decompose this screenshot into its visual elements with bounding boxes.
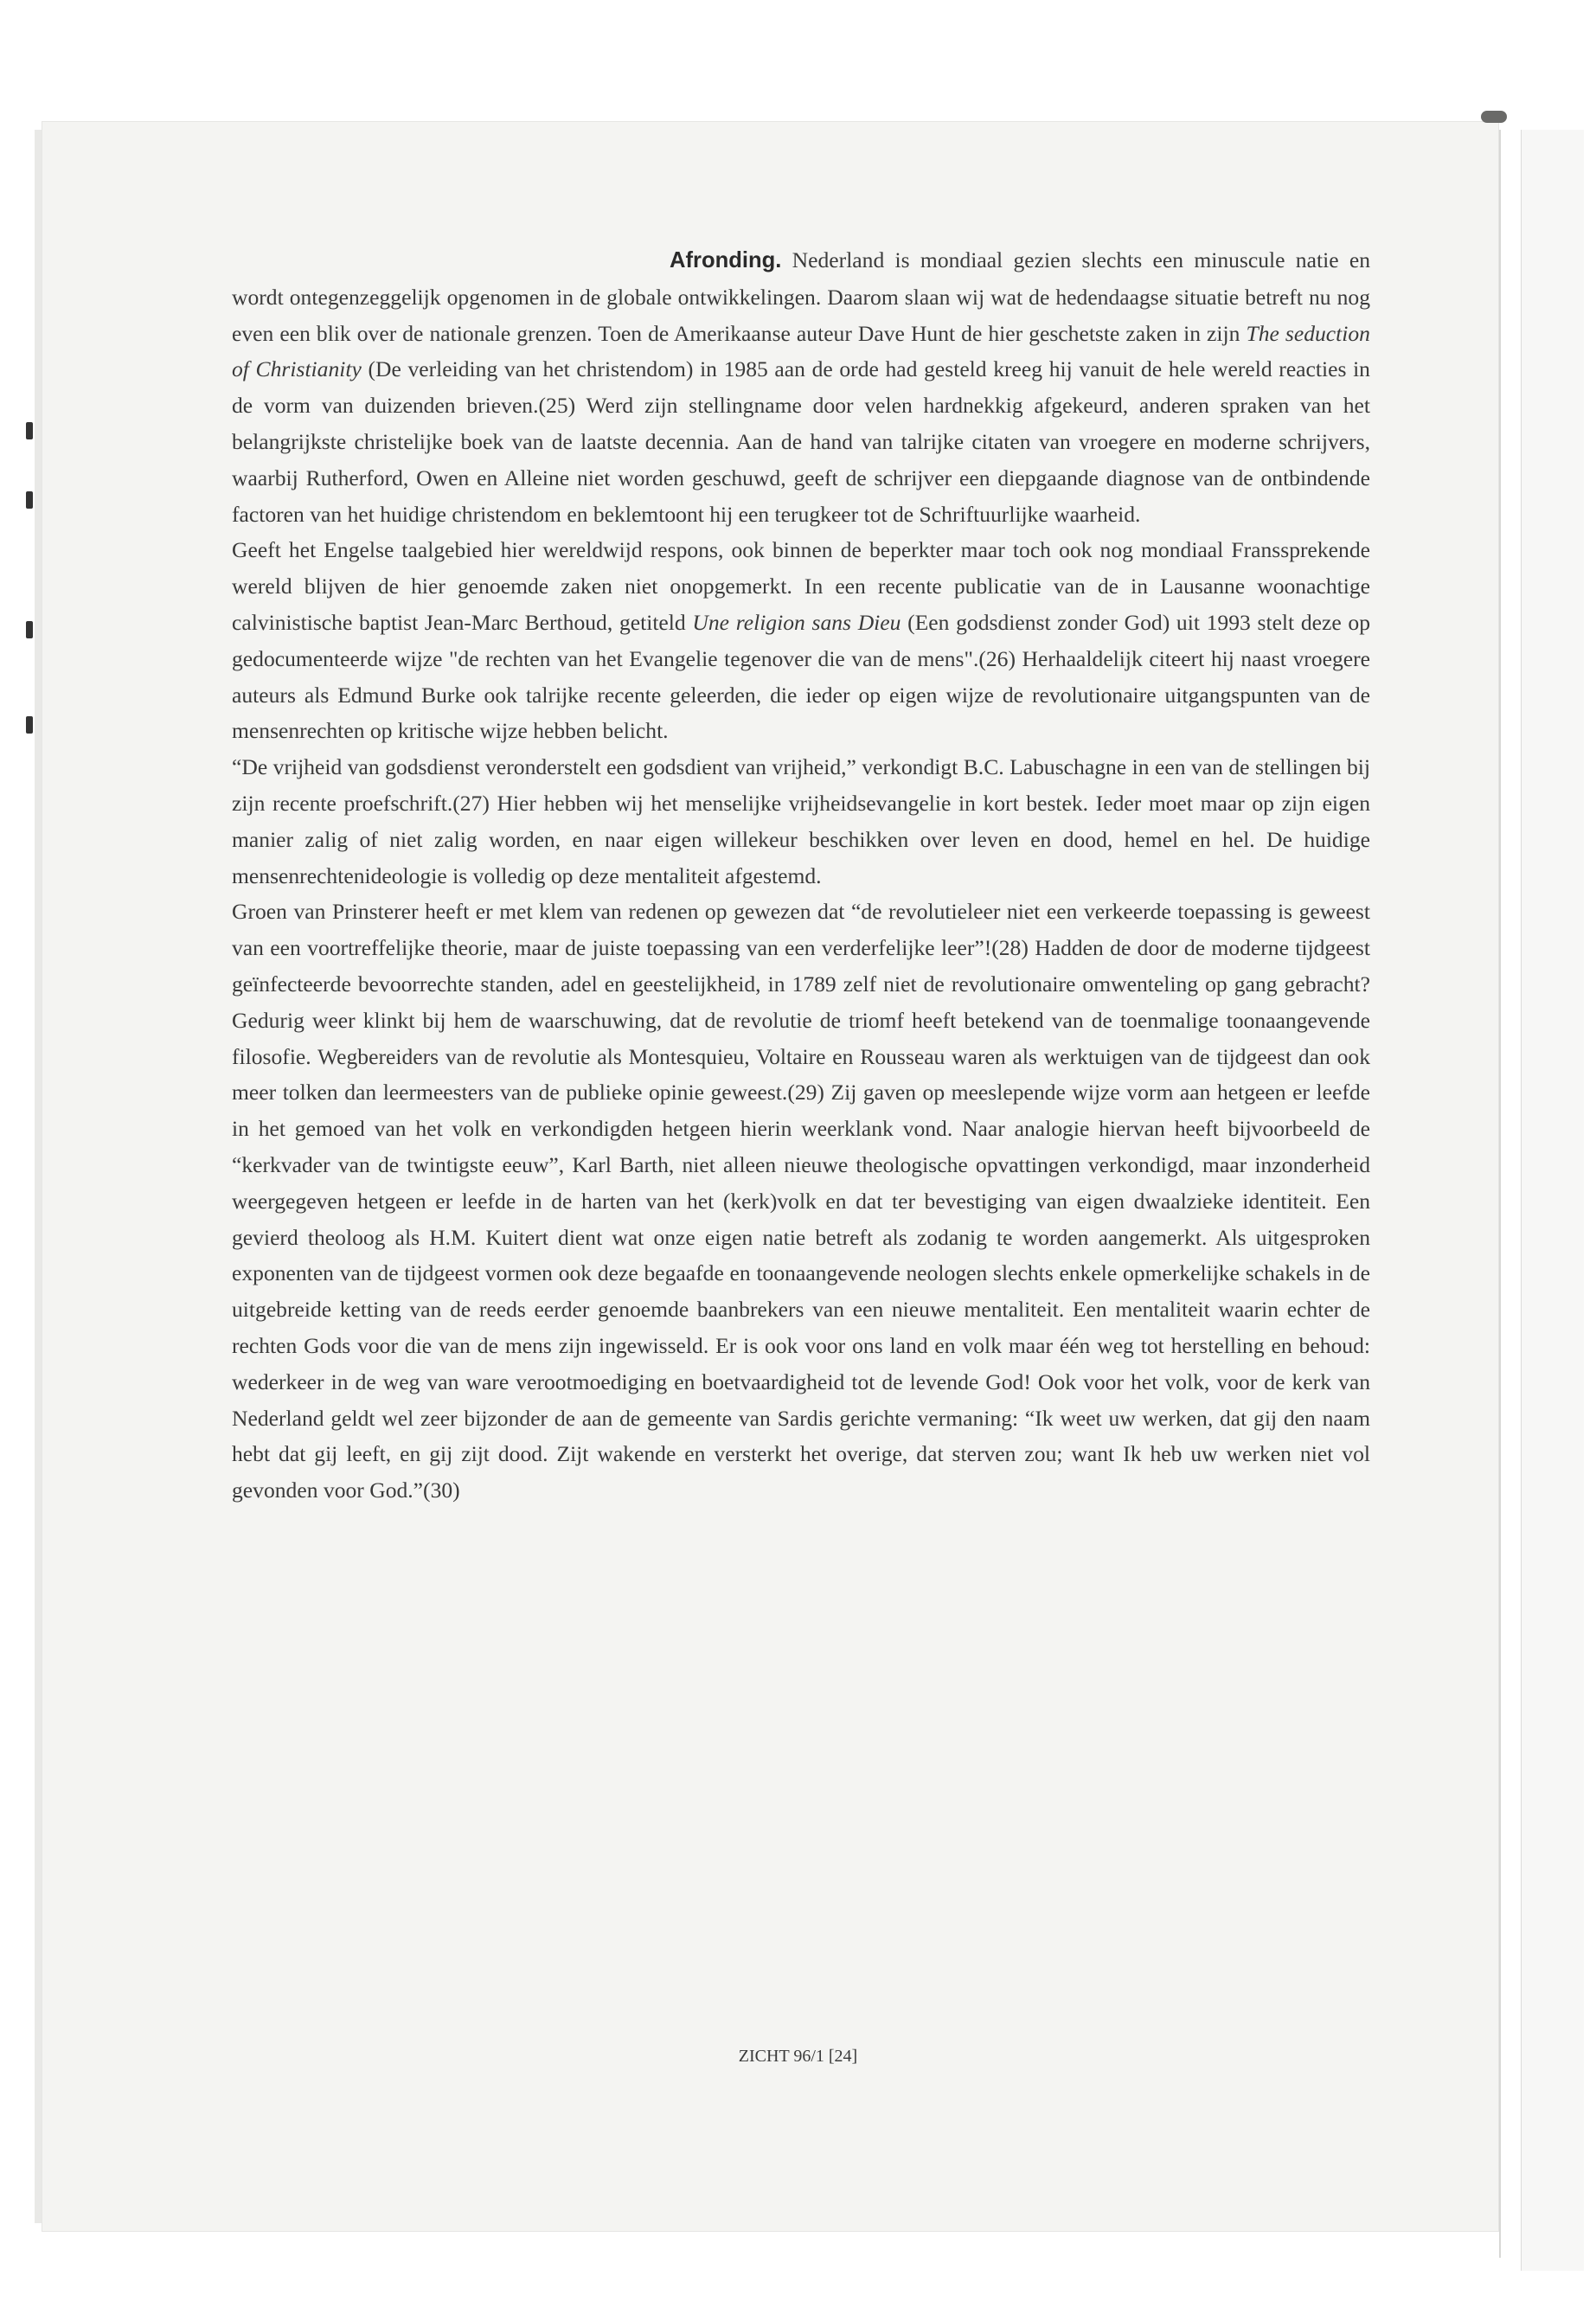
adjacent-page-edge [1521,130,1584,2271]
binding-hole-mark [26,621,33,638]
book-title: Une religion sans Dieu [692,609,901,635]
section-heading: Afronding. [670,248,782,272]
page-footer: ZICHT 96/1 [24] [738,2047,858,2066]
article-body [232,242,1370,1509]
paragraph-text: Nederland is mondiaal gezien slechts een minuscule natie en wordt ontegenzeggelijk opgenomen in de globale ontwikkelingen. Daarom slaan wij wat de hedendaagse situatie betreft nu nog even een blik over de nationale grenzen. Toen de Amerikaanse auteur Dave Hunt de hier geschetste zaken in zijn [232,247,1371,346]
paragraph: Groen van Prinsterer heeft er met klem van redenen op gewezen dat “de revolutieleer niet een verkeerde toepassing is geweest van een voortreffelijke theorie, maar de juiste toepassing van een verderfelijke leer”!(28) Hadden de door de moderne tijdgeest geïnfecteerde bevoorrechte standen, adel en geestelijkheid, in 1789 zelf niet de revolutionaire omwenteling op gang gebracht? Gedurig weer klinkt bij hem de waarschuwing, dat de revolutie de triomf heeft betekend van de toenmalige toonaangevende filosofie. Wegbereiders van de revolutie als Montesquieu, Voltaire en Rousseau waren als werktuigen van de tijdgeest dan ook meer tolken dan leermeesters van de publieke opinie geweest.(29) Zij gaven op meeslepende wijze vorm aan hetgeen er leefde in het gemoed van het volk en verkondigden hetgeen hierin weerklank vond. Naar analogie hiervan heeft bijvoorbeeld de “kerkvader van de twintigste eeuw”, Karl Barth, niet alleen nieuwe theologische opvattingen verkondigd, maar inzonderheid weergegeven hetgeen er leefde in de harten van het (kerk)volk en dat ter bevestiging van eigen dwaalzieke identiteit. Een gevierd theoloog als H.M. Kuitert dient wat onze eigen natie betreft als zodanig te worden aangemerkt. Als uitgesproken exponenten van de tijdgeest vormen ook deze begaafde en toonaangevende neologen slechts enkele opmerkelijke schakels in de uitgebreide ketting van de reeds eerder genoemde baanbrekers van een nieuwe mentaliteit. Een mentaliteit waarin echter de rechten Gods voor die van de mens zijn ingewisseld. Er is ook voor ons land en volk maar één weg tot herstelling en behoud: wederkeer in de weg van ware verootmoediging en boetvaardigheid tot de levende God! Ook voor het volk, voor de kerk van Nederland geldt wel zeer bijzonder de aan de gemeente van Sardis gerichte vermaning: “Ik weet uw werken, dat gij den naam hebt dat gij leeft, en gij zijt dood. Zijt wakende en versterkt het overige, dat sterven zou; want Ik heb uw werken niet vol gevonden voor God.”(30) [232,899,1370,1503]
paragraph-text: (De verleiding van het christendom) in 1985 aan de orde had gesteld kreeg hij vanuit de hele wereld reacties in de vorm van duizenden brieven.(25) Werd zijn stellingname door velen hardnekkig afgekeurd, anderen spraken van het belangrijkste christelijke boek van de laatste decennia. Aan de hand van talrijke citaten van vroegere en moderne schrijvers, waarbij Rutherford, Owen en Alleine niet worden geschuwd, geeft de schrijver een diepgaande diagnose van de ontbindende factoren van het huidige christendom en beklemtoont hij een terugkeer tot de Schriftuurlijke waarheid. [232,356,1370,527]
paragraph [232,532,1370,749]
paragraph [232,242,1370,532]
binding-hole-mark [26,422,33,439]
paragraph-text: (Een godsdienst zonder God) uit 1993 stelt deze op gedocumenteerde wijze "de rechten van het Evangelie tegenover die van de mens".(26) Herhaaldelijk citeert hij naast vroegere auteurs als Edmund Burke ook talrijke recente geleerden, die ieder op eigen wijze de revolutionaire uitgangspunten van de mensenrechten op kritische wijze hebben belicht. [232,609,1370,744]
binding-hole-mark [26,716,33,734]
book-title: The seduction of Christianity [232,320,1370,382]
paragraph: “De vrijheid van godsdienst veronderstelt een godsdient van vrijheid,” verkondigt B.C. Labuschagne in een van de stellingen bij zijn recente proefschrift.(27) Hier hebben wij het menselijke vrijheidsevangelie in kort bestek. Ieder moet maar op zijn eigen manier zalig of niet zalig worden, en naar eigen willekeur beschikken over leven en dood, hemel en hel. De huidige mensenrechtenideologie is volledig op deze mentaliteit afgestemd. [232,754,1370,888]
binding-clip [1481,111,1507,123]
spine-line [1499,130,1501,2258]
binding-hole-mark [26,491,33,509]
paragraph-text: Geeft het Engelse taalgebied hier wereldwijd respons, ook binnen de beperkter maar toch ook nog mondiaal Franssprekende wereld blijven de hier genoemde zaken niet onopgemerkt. In een recente publicatie van de in Lausanne woonachtige calvinistische baptist Jean-Marc Berthoud, getiteld [232,537,1370,635]
